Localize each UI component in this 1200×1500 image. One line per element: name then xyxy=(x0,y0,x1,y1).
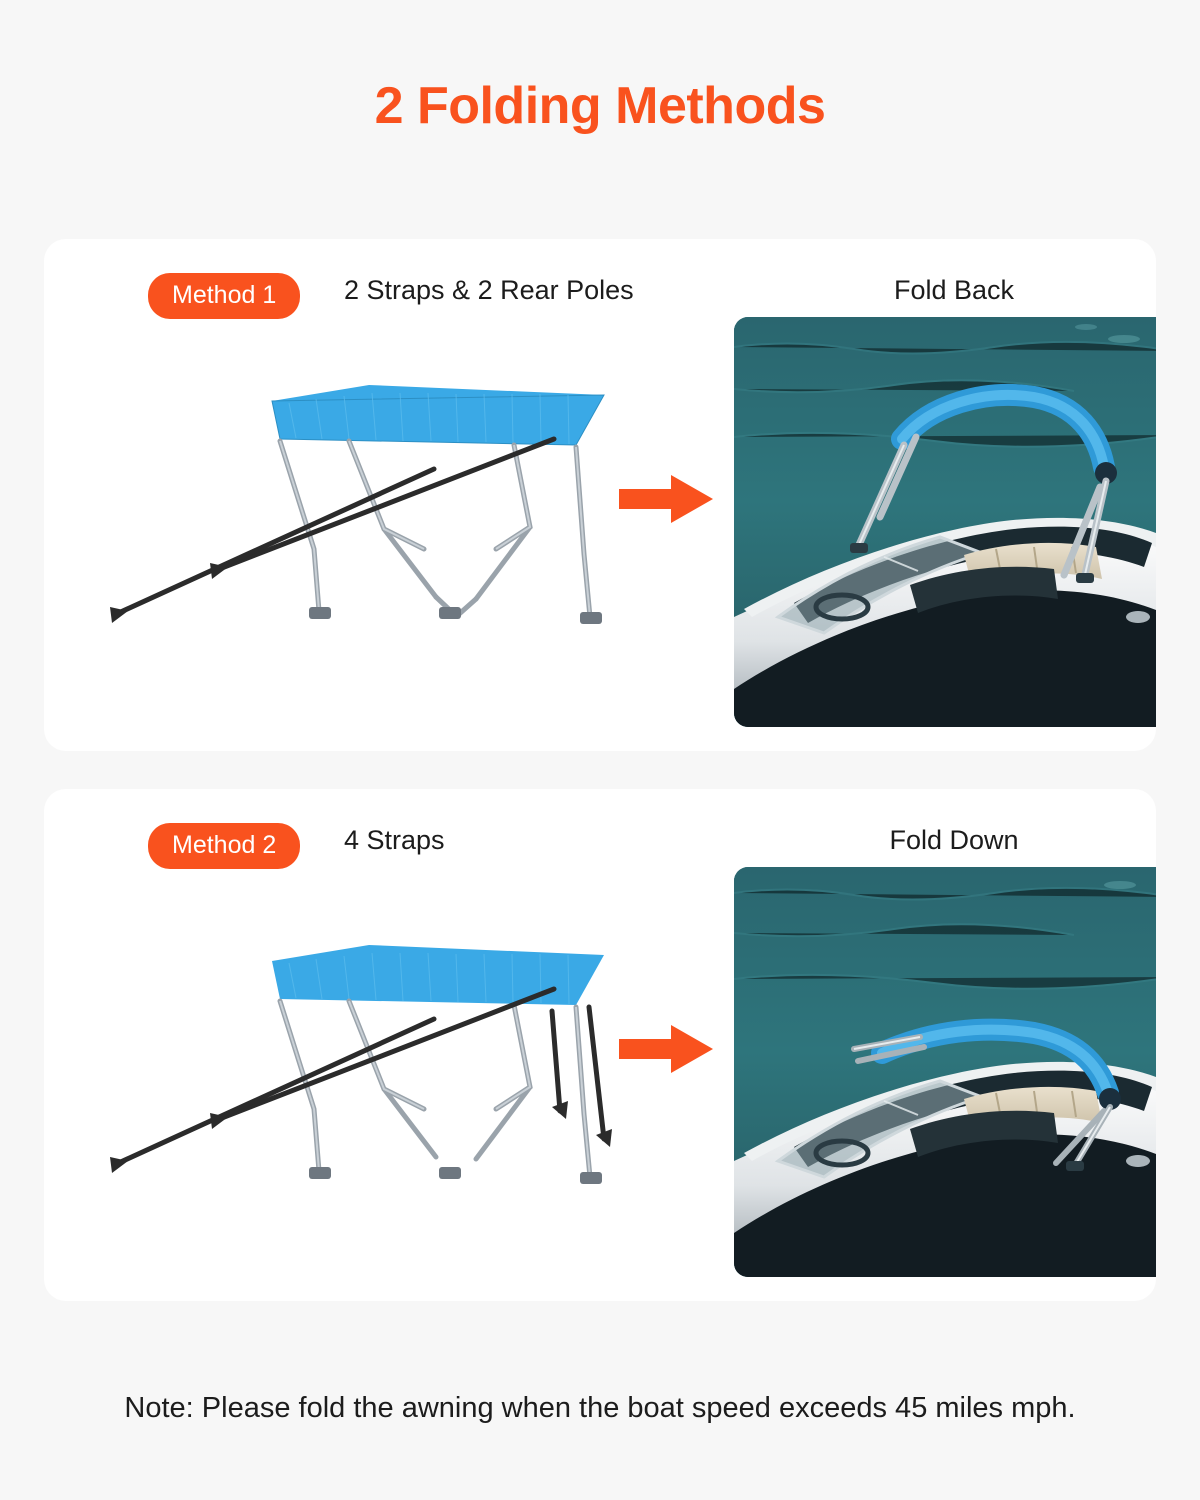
method-badge-2: Method 2 xyxy=(148,823,300,869)
method-card-1 xyxy=(44,239,1156,751)
fold-label-1: Fold Back xyxy=(893,275,1015,306)
arrow-right-icon-2 xyxy=(619,1025,713,1073)
boat-photo-fold-back xyxy=(734,317,1156,727)
arrow-right-icon xyxy=(619,475,713,523)
method-card-2 xyxy=(44,789,1156,1301)
bimini-frame-illustration-2 xyxy=(84,899,624,1229)
page-title: 2 Folding Methods xyxy=(374,77,826,135)
footer-note: Note: Please fold the awning when the boat speed exceeds 45 miles mph. xyxy=(124,1392,1076,1424)
method-badge-1: Method 1 xyxy=(148,273,300,319)
method-description-2: 4 Straps xyxy=(344,825,445,856)
method-description-1: 2 Straps & 2 Rear Poles xyxy=(344,275,634,306)
methods-list xyxy=(0,239,1200,1301)
fold-label-2: Fold Down xyxy=(889,825,1019,856)
bimini-frame-illustration-1 xyxy=(84,349,624,679)
boat-photo-fold-down xyxy=(734,867,1156,1277)
